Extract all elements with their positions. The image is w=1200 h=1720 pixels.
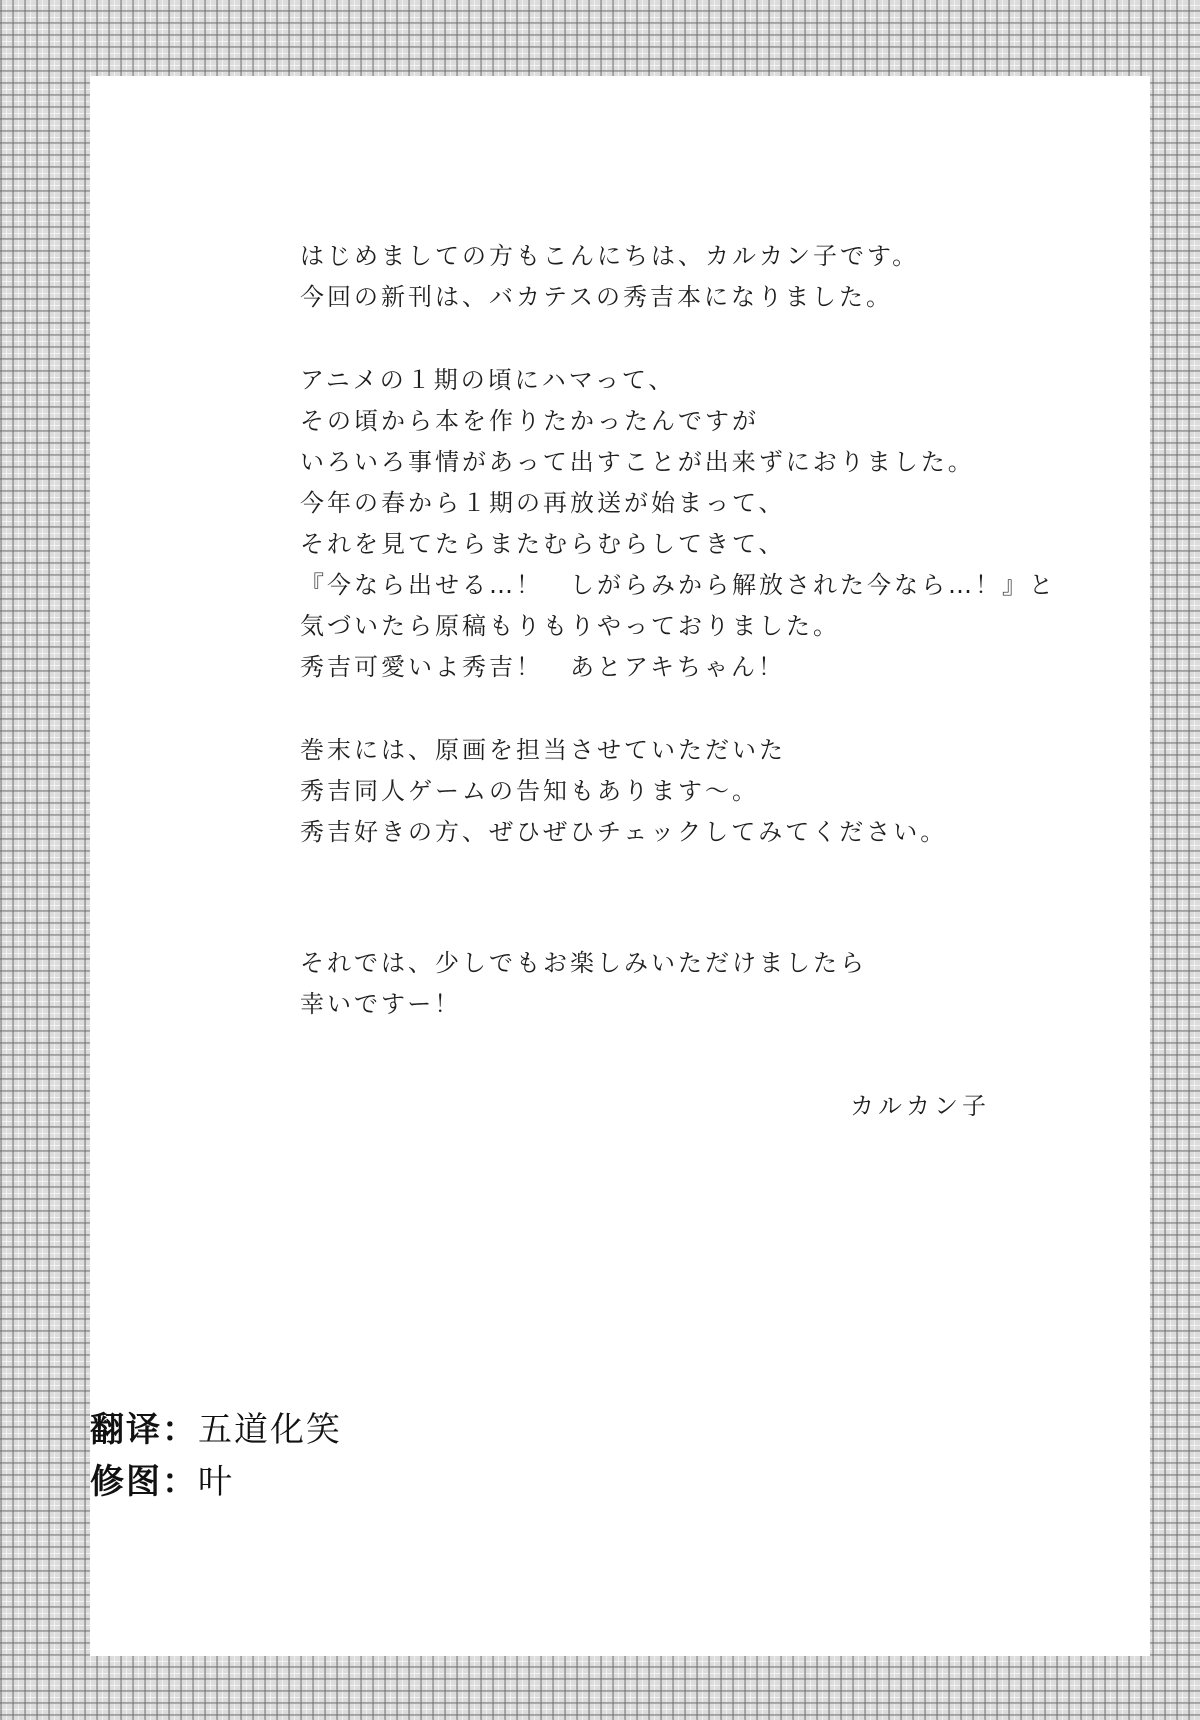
letter-line: 気づいたら原稿もりもりやっておりました。: [300, 612, 840, 640]
letter-line: 秀吉同人ゲームの告知もあります～。: [300, 777, 759, 805]
paragraph-break: [300, 688, 1120, 730]
credit-translation: [90, 1404, 342, 1456]
credit-translation-value: 五道化笑: [198, 1410, 342, 1450]
paragraph-break: [300, 318, 1120, 360]
credit-editing: [90, 1456, 342, 1508]
letter-line: 巻末には、原画を担当させていただいた: [300, 736, 786, 764]
credit-editing-label: 修图：: [90, 1462, 198, 1502]
letter-line: それでは、少しでもお楽しみいただけましたら: [300, 949, 867, 977]
letter-body: [300, 236, 1120, 1025]
credit-translation-label: 翻译：: [90, 1410, 198, 1450]
letter-page: [90, 76, 1150, 1656]
translation-credits: [90, 1404, 342, 1508]
letter-line: 今回の新刊は、バカテスの秀吉本になりました。: [300, 283, 894, 311]
paragraph-break: [300, 853, 1120, 943]
letter-line: アニメの１期の頃にハマって、: [300, 366, 676, 394]
letter-line: それを見てたらまたむらむらしてきて、: [300, 530, 786, 558]
letter-line: 秀吉可愛いよ秀吉！ あとアキちゃん！: [300, 653, 786, 681]
letter-line: 今年の春から１期の再放送が始まって、: [300, 489, 786, 517]
letter-line: その頃から本を作りたかったんですが: [300, 407, 759, 435]
letter-line: 『今なら出せる…！ しがらみから解放された今なら…！』と: [300, 571, 1056, 599]
author-signature: カルカン子: [850, 1092, 990, 1120]
letter-line: はじめましての方もこんにちは、カルカン子です。: [300, 242, 920, 270]
letter-line: いろいろ事情があって出すことが出来ずにおりました。: [300, 448, 975, 476]
letter-line: 秀吉好きの方、ぜひぜひチェックしてみてください。: [300, 818, 948, 846]
credit-editing-value: 叶: [198, 1462, 234, 1502]
letter-line: 幸いですー！: [300, 990, 462, 1018]
